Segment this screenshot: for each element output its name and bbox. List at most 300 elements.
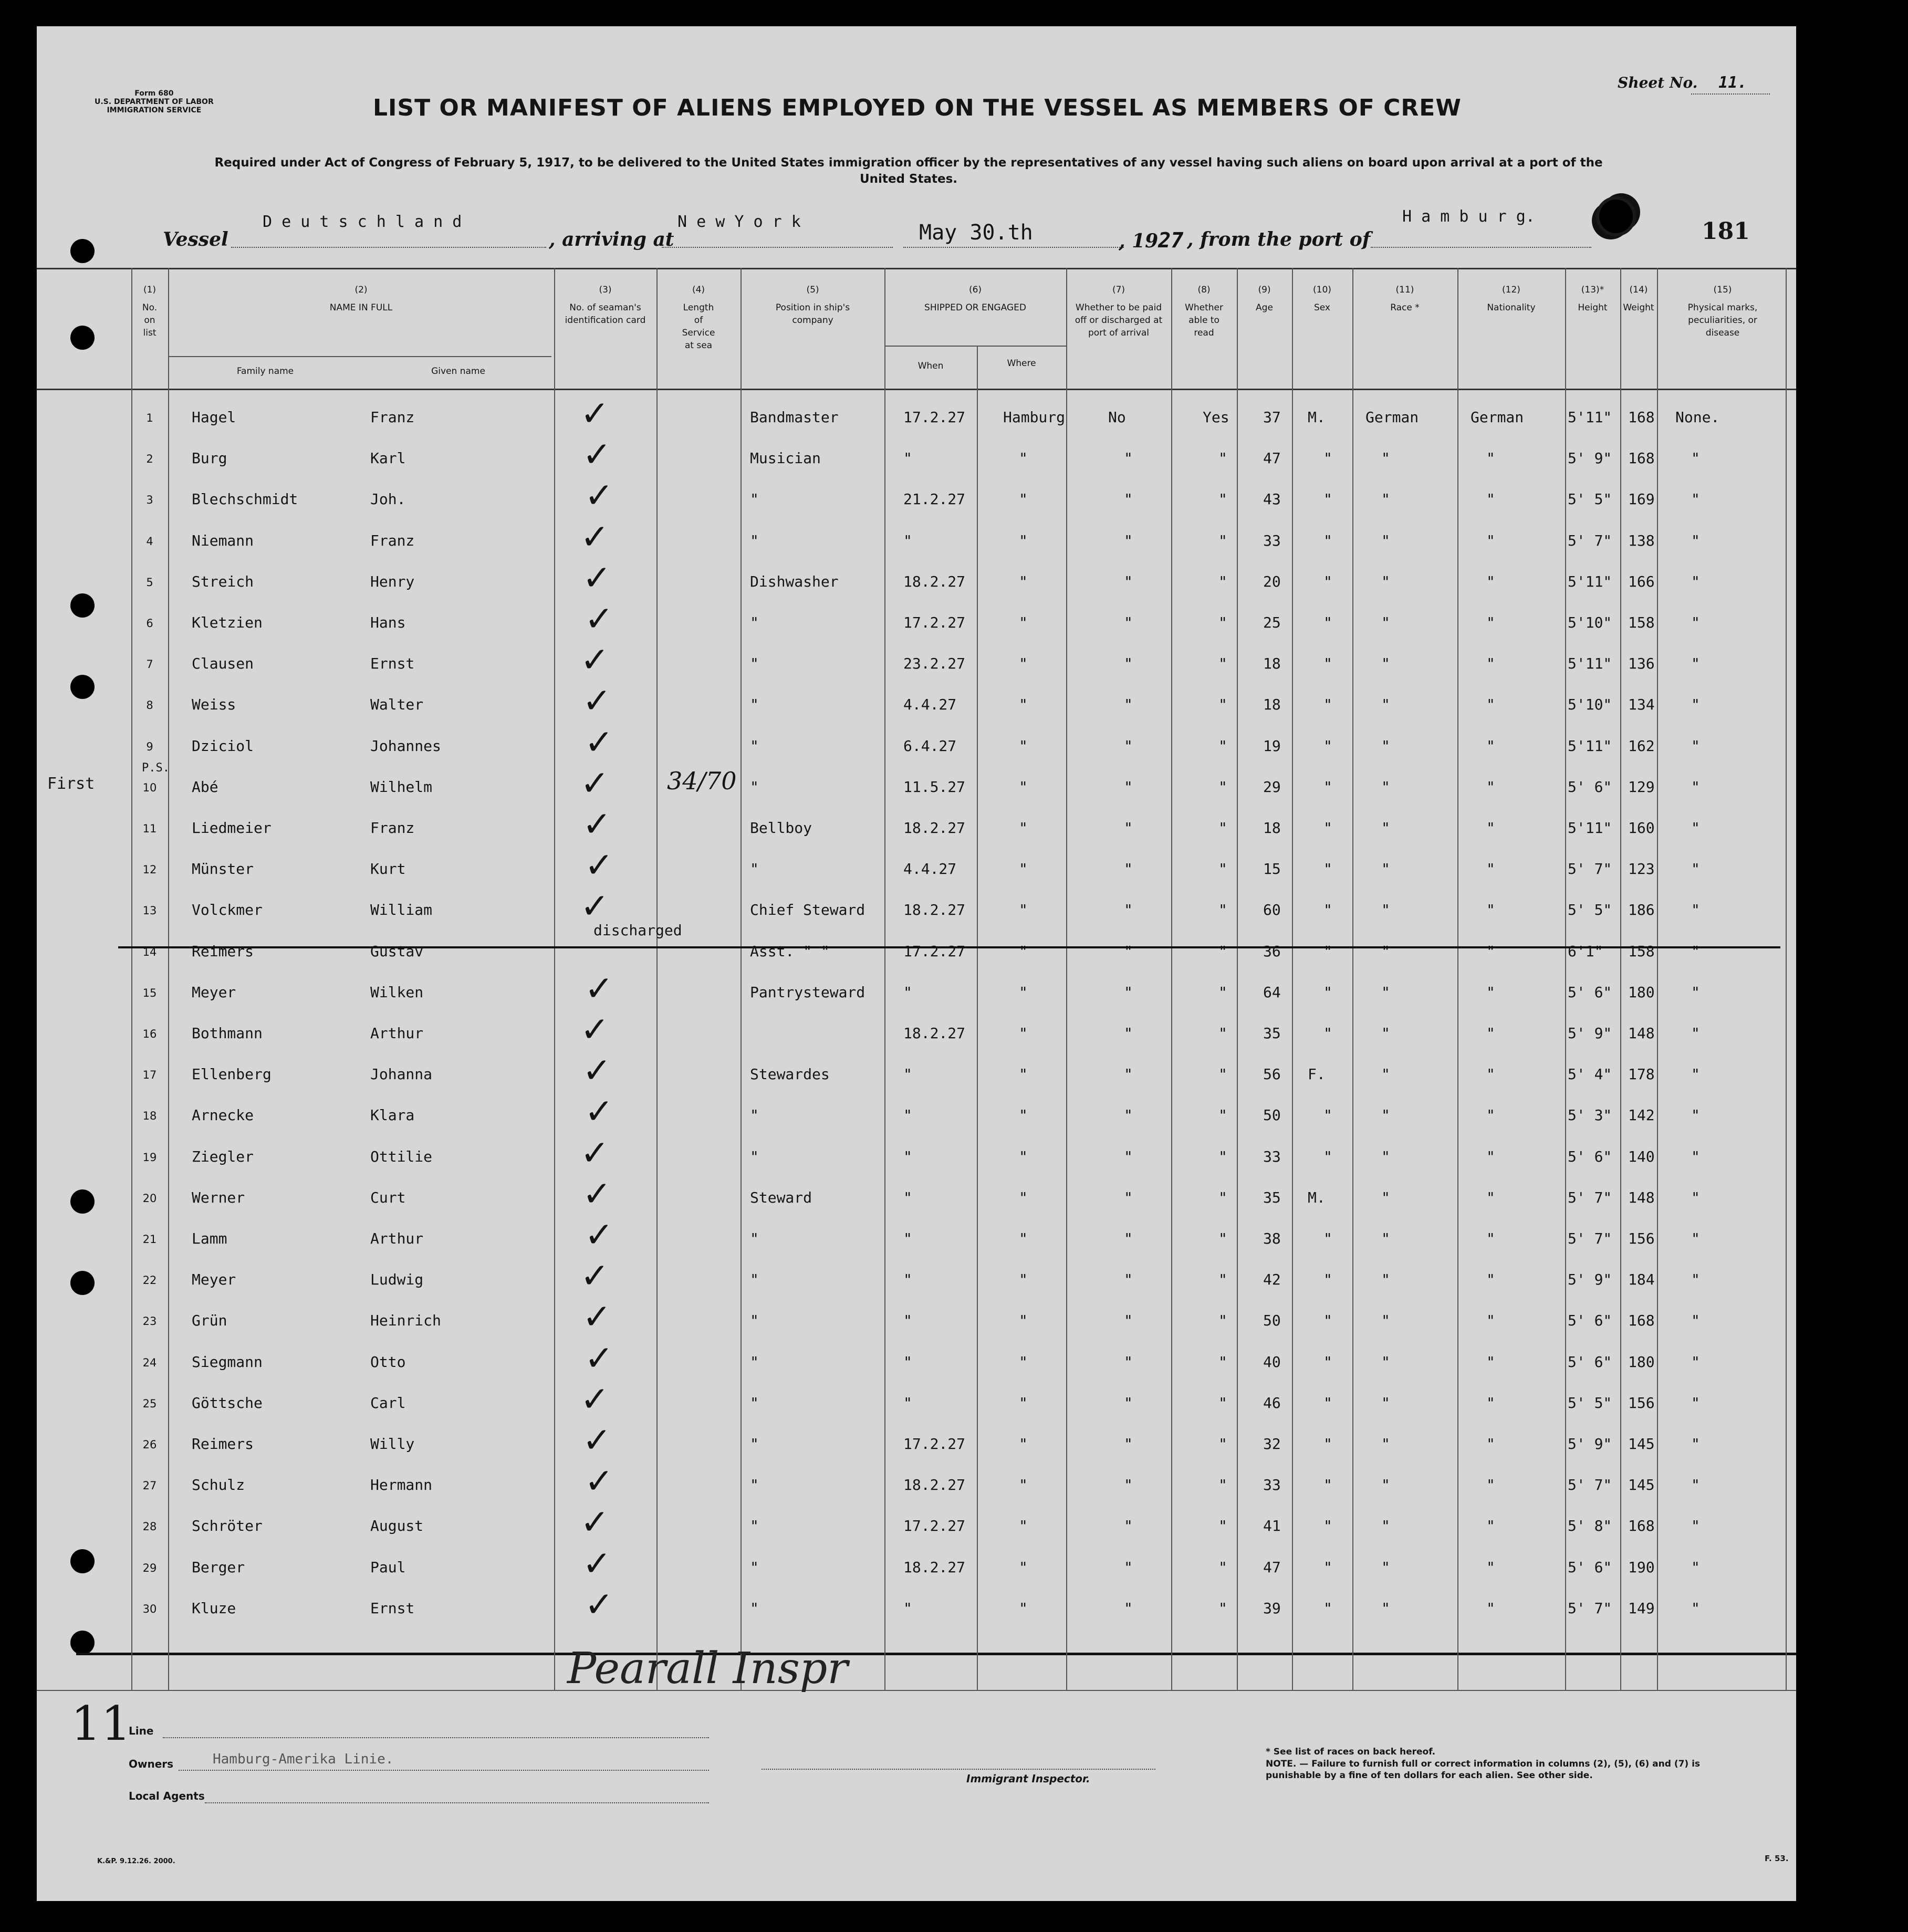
age: 40: [1263, 1353, 1281, 1371]
position: ": [750, 1559, 759, 1576]
physical-marks: ": [1691, 860, 1700, 878]
able-to-read: ": [1218, 573, 1227, 590]
height: 5' 6": [1568, 1353, 1612, 1371]
shipped-when: 11.5.27: [903, 778, 966, 796]
punch-hole: [70, 1631, 95, 1655]
weight: 145: [1628, 1476, 1655, 1494]
given-name: Wilhelm: [370, 778, 433, 796]
nationality: ": [1486, 901, 1495, 918]
position: ": [750, 1230, 759, 1247]
shipped-where: ": [1019, 1476, 1028, 1494]
id-card-check: ✓: [580, 1009, 610, 1050]
family-name: Blechschmidt: [192, 490, 298, 508]
row-number: 30: [142, 1603, 157, 1615]
physical-marks: ": [1691, 943, 1700, 960]
row-number: 14: [142, 946, 157, 958]
weight: 149: [1628, 1600, 1655, 1617]
paid-off: ": [1124, 737, 1133, 755]
position: ": [750, 1271, 759, 1288]
paid-off: ": [1124, 1600, 1133, 1617]
given-name: Wilken: [370, 984, 424, 1001]
sex: ": [1323, 1476, 1332, 1494]
sex: ": [1323, 490, 1332, 508]
id-card-check: ✓: [582, 1543, 612, 1584]
able-to-read: ": [1218, 490, 1227, 508]
nationality: ": [1486, 1189, 1495, 1206]
shipped-where: ": [1019, 1230, 1028, 1247]
height: 5' 7": [1568, 860, 1612, 878]
ink-blot: [1599, 200, 1633, 233]
sex: ": [1323, 1517, 1332, 1534]
physical-marks: ": [1691, 1148, 1700, 1165]
shipped-when: ": [903, 1148, 912, 1165]
paid-off: ": [1124, 614, 1133, 631]
family-name: Abé: [192, 778, 218, 796]
age: 32: [1263, 1435, 1281, 1453]
physical-marks: ": [1691, 532, 1700, 549]
shipped-when: ": [903, 1106, 912, 1124]
shipped-when: ": [903, 1394, 912, 1412]
height: 5' 6": [1568, 1559, 1612, 1576]
physical-marks: ": [1691, 1476, 1700, 1494]
age: 47: [1263, 450, 1281, 467]
id-card-check: ✓: [585, 475, 614, 516]
weight: 129: [1628, 778, 1655, 796]
col-header-family: Family name: [236, 366, 294, 377]
row-number: 9: [146, 740, 153, 753]
age: 19: [1263, 737, 1281, 755]
age: 18: [1263, 696, 1281, 713]
id-card-check: ✓: [585, 1338, 614, 1378]
note-star: * See list of races on back hereof.: [1266, 1747, 1436, 1757]
weight: 168: [1628, 1517, 1655, 1534]
punch-hole: [70, 1189, 95, 1214]
able-to-read: ": [1218, 984, 1227, 1001]
nationality: ": [1486, 1517, 1495, 1534]
paid-off: ": [1124, 696, 1133, 713]
height: 5'11": [1568, 655, 1612, 672]
id-card-check: ✓: [585, 845, 614, 885]
race: ": [1381, 943, 1390, 960]
id-card-check: ✓: [582, 804, 612, 844]
race: ": [1381, 1476, 1390, 1494]
nationality: ": [1486, 778, 1495, 796]
id-card-check: ✓: [585, 1215, 614, 1255]
sex: ": [1323, 1271, 1332, 1288]
id-card-check: ✓: [582, 434, 612, 475]
shipped-where: ": [1019, 1435, 1028, 1453]
row-number: 20: [142, 1192, 157, 1205]
paid-off: ": [1124, 901, 1133, 918]
weight: 138: [1628, 532, 1655, 549]
height: 6'1": [1568, 943, 1603, 960]
age: 18: [1263, 655, 1281, 672]
weight: 123: [1628, 860, 1655, 878]
race: ": [1381, 1106, 1390, 1124]
given-name: Ottilie: [370, 1148, 433, 1165]
able-to-read: ": [1218, 1394, 1227, 1412]
height: 5' 7": [1568, 1189, 1612, 1206]
able-to-read: ": [1218, 1106, 1227, 1124]
row-number: 24: [142, 1356, 157, 1369]
given-name: Otto: [370, 1353, 406, 1371]
family-name: Meyer: [192, 984, 236, 1001]
given-name: Carl: [370, 1394, 406, 1412]
family-name: Hagel: [192, 409, 236, 426]
shipped-when: ": [903, 450, 912, 467]
race: ": [1381, 1066, 1390, 1083]
physical-marks: ": [1691, 1189, 1700, 1206]
weight: 184: [1628, 1271, 1655, 1288]
age: 50: [1263, 1312, 1281, 1329]
shipped-when: 17.2.27: [903, 943, 966, 960]
age: 37: [1263, 409, 1281, 426]
col-header-when: When: [917, 361, 944, 371]
age: 46: [1263, 1394, 1281, 1412]
row-number: 23: [142, 1315, 157, 1328]
family-name: Volckmer: [192, 901, 263, 918]
able-to-read: ": [1218, 1353, 1227, 1371]
nationality: ": [1486, 1106, 1495, 1124]
nationality: ": [1486, 984, 1495, 1001]
height: 5' 8": [1568, 1517, 1612, 1534]
height: 5'11": [1568, 409, 1612, 426]
shipped-where: ": [1019, 1025, 1028, 1042]
given-name: Karl: [370, 450, 406, 467]
shipped-when: 6.4.27: [903, 737, 957, 755]
position: ": [750, 1600, 759, 1617]
given-name: Paul: [370, 1559, 406, 1576]
row-number: 7: [146, 658, 153, 671]
family-name: Kluze: [192, 1600, 236, 1617]
shipped-where: ": [1019, 1189, 1028, 1206]
given-name: Walter: [370, 696, 424, 713]
position: ": [750, 1517, 759, 1534]
id-card-check: ✓: [582, 1297, 612, 1337]
physical-marks: ": [1691, 1230, 1700, 1247]
nationality: ": [1486, 1600, 1495, 1617]
given-name: Heinrich: [370, 1312, 441, 1329]
weight: 168: [1628, 450, 1655, 467]
row-number: 4: [146, 535, 153, 548]
weight: 168: [1628, 409, 1655, 426]
col-header-position: (5) Position in ship's company: [775, 285, 850, 326]
id-card-check: ✓: [580, 393, 610, 434]
position: ": [750, 1312, 759, 1329]
nationality: ": [1486, 860, 1495, 878]
physical-marks: ": [1691, 1600, 1700, 1617]
arrival-date: May 30.th: [919, 221, 1033, 245]
able-to-read: ": [1218, 1476, 1227, 1494]
paid-off: ": [1124, 490, 1133, 508]
height: 5' 9": [1568, 450, 1612, 467]
nationality: ": [1486, 1025, 1495, 1042]
family-name: Reimers: [192, 943, 254, 960]
race: ": [1381, 1600, 1390, 1617]
given-name: Franz: [370, 532, 415, 549]
height: 5' 5": [1568, 1394, 1612, 1412]
col-header-race: (11) Race *: [1390, 285, 1420, 313]
paid-off: ": [1124, 1230, 1133, 1247]
height: 5' 9": [1568, 1435, 1612, 1453]
owners-label: Owners: [129, 1758, 174, 1770]
col-header-given: Given name: [431, 366, 485, 377]
weight: 158: [1628, 614, 1655, 631]
strike-line: [118, 946, 1780, 948]
height: 5' 4": [1568, 1066, 1612, 1083]
form-code: F. 53.: [1765, 1854, 1789, 1863]
nationality: German: [1471, 409, 1524, 426]
family-name: Weiss: [192, 696, 236, 713]
race: ": [1381, 1559, 1390, 1576]
sex: ": [1323, 1312, 1332, 1329]
position: Asst. " ": [750, 943, 830, 960]
row-number: 16: [142, 1028, 157, 1040]
position: Stewardes: [750, 1066, 830, 1083]
year: , 1927: [1119, 228, 1184, 253]
paid-off: ": [1124, 1189, 1133, 1206]
sex: M.: [1308, 409, 1326, 426]
sex: ": [1323, 1025, 1332, 1042]
paid-off: ": [1124, 1476, 1133, 1494]
height: 5' 9": [1568, 1271, 1612, 1288]
nationality: ": [1486, 1066, 1495, 1083]
row-number: 11: [142, 822, 157, 835]
shipped-where: ": [1019, 984, 1028, 1001]
physical-marks: ": [1691, 1394, 1700, 1412]
weight: 166: [1628, 573, 1655, 590]
shipped-when: ": [903, 1230, 912, 1247]
height: 5' 7": [1568, 532, 1612, 549]
nationality: ": [1486, 737, 1495, 755]
col-header-no: (1) No. on list: [142, 285, 158, 338]
sex: ": [1323, 984, 1332, 1001]
position: ": [750, 737, 759, 755]
able-to-read: ": [1218, 1517, 1227, 1534]
shipped-when: ": [903, 1066, 912, 1083]
paid-off: ": [1124, 532, 1133, 549]
family-name: Grün: [192, 1312, 227, 1329]
height: 5' 3": [1568, 1106, 1612, 1124]
able-to-read: ": [1218, 1066, 1227, 1083]
race: ": [1381, 778, 1390, 796]
weight: 160: [1628, 819, 1655, 837]
shipped-where: ": [1019, 819, 1028, 837]
from-port-label: , from the port of: [1187, 228, 1371, 250]
id-card-check: ✓: [580, 1256, 610, 1296]
race: ": [1381, 1025, 1390, 1042]
row-number: 12: [142, 863, 157, 876]
shipped-where: ": [1019, 1559, 1028, 1576]
shipped-where: ": [1019, 450, 1028, 467]
nationality: ": [1486, 490, 1495, 508]
paid-off: ": [1124, 1066, 1133, 1083]
physical-marks: ": [1691, 1066, 1700, 1083]
age: 60: [1263, 901, 1281, 918]
physical-marks: ": [1691, 573, 1700, 590]
sex: ": [1323, 1394, 1332, 1412]
paid-off: ": [1124, 984, 1133, 1001]
row-number: 1: [146, 412, 153, 424]
nationality: ": [1486, 655, 1495, 672]
agents-label: Local Agents: [129, 1790, 205, 1802]
given-name: Hermann: [370, 1476, 433, 1494]
family-name: Münster: [192, 860, 254, 878]
nationality: ": [1486, 1148, 1495, 1165]
height: 5' 5": [1568, 901, 1612, 918]
paid-off: ": [1124, 1106, 1133, 1124]
col-header-sex: (10) Sex: [1313, 285, 1331, 313]
shipped-where: ": [1019, 737, 1028, 755]
nationality: ": [1486, 573, 1495, 590]
race: ": [1381, 532, 1390, 549]
row-number: 28: [142, 1520, 157, 1533]
sex: ": [1323, 450, 1332, 467]
id-card-check: ✓: [580, 886, 610, 926]
id-card-check: ✓: [580, 1502, 610, 1542]
col-header-card: (3) No. of seaman's identification card: [565, 285, 646, 326]
race: German: [1365, 409, 1419, 426]
shipped-where: Hamburg: [1003, 409, 1066, 426]
sex: ": [1323, 1106, 1332, 1124]
given-name: Kurt: [370, 860, 406, 878]
given-name: Ernst: [370, 1600, 415, 1617]
row-number: 29: [142, 1562, 157, 1574]
given-name: Johannes: [370, 737, 441, 755]
col-header-weight: (14) Weight: [1623, 285, 1654, 313]
able-to-read: ": [1218, 1600, 1227, 1617]
row-number: 19: [142, 1151, 157, 1164]
id-card-check: ✓: [580, 1133, 610, 1173]
position: ": [750, 860, 759, 878]
nationality: ": [1486, 1435, 1495, 1453]
shipped-when: ": [903, 1271, 912, 1288]
sex: ": [1323, 1148, 1332, 1165]
sex: ": [1323, 1559, 1332, 1576]
able-to-read: ": [1218, 901, 1227, 918]
given-name: Arthur: [370, 1230, 424, 1247]
paid-off: ": [1124, 655, 1133, 672]
left-mark: 11: [71, 1696, 131, 1751]
punch-hole: [70, 675, 95, 699]
height: 5'11": [1568, 819, 1612, 837]
given-name: Henry: [370, 573, 415, 590]
family-name: Burg: [192, 450, 227, 467]
physical-marks: ": [1691, 984, 1700, 1001]
race: ": [1381, 614, 1390, 631]
nationality: ": [1486, 1230, 1495, 1247]
given-name: Klara: [370, 1106, 415, 1124]
age: 33: [1263, 1148, 1281, 1165]
arrival-port: N e w Y o r k: [677, 213, 801, 231]
position: ": [750, 1106, 759, 1124]
able-to-read: ": [1218, 819, 1227, 837]
sex: ": [1323, 943, 1332, 960]
nationality: ": [1486, 450, 1495, 467]
physical-marks: ": [1691, 1517, 1700, 1534]
line-label: Line: [129, 1725, 154, 1737]
height: 5' 7": [1568, 1600, 1612, 1617]
position: Bandmaster: [750, 409, 839, 426]
row-number: 26: [142, 1438, 157, 1451]
id-card-check: ✓: [582, 1050, 612, 1091]
id-card-check: ✓: [580, 640, 610, 680]
able-to-read: ": [1218, 737, 1227, 755]
position: Dishwasher: [750, 573, 839, 590]
position: ": [750, 1435, 759, 1453]
shipped-when: ": [903, 1600, 912, 1617]
sex: ": [1323, 573, 1332, 590]
shipped-when: 17.2.27: [903, 1435, 966, 1453]
shipped-when: ": [903, 532, 912, 549]
race: ": [1381, 1148, 1390, 1165]
weight: 180: [1628, 984, 1655, 1001]
physical-marks: ": [1691, 1106, 1700, 1124]
able-to-read: Yes: [1203, 409, 1229, 426]
physical-marks: ": [1691, 1435, 1700, 1453]
printer-code: K.&P. 9.12.26. 2000.: [97, 1857, 175, 1865]
nationality: ": [1486, 532, 1495, 549]
height: 5'10": [1568, 696, 1612, 713]
punch-hole: [70, 239, 95, 263]
family-name: Streich: [192, 573, 254, 590]
physical-marks: ": [1691, 450, 1700, 467]
family-name: Ziegler: [192, 1148, 254, 1165]
shipped-when: 17.2.27: [903, 614, 966, 631]
id-card-check: ✓: [582, 558, 612, 598]
physical-marks: ": [1691, 1025, 1700, 1042]
row-number: 13: [142, 904, 157, 917]
age: 56: [1263, 1066, 1281, 1083]
family-name: Dziciol: [192, 737, 254, 755]
able-to-read: ": [1218, 614, 1227, 631]
sex: ": [1323, 614, 1332, 631]
id-card-check: ✓: [585, 968, 614, 1009]
able-to-read: ": [1218, 1025, 1227, 1042]
row-number: 3: [146, 494, 153, 506]
paid-off: ": [1124, 778, 1133, 796]
able-to-read: ": [1218, 1559, 1227, 1576]
given-name: Willy: [370, 1435, 415, 1453]
paid-off: ": [1124, 943, 1133, 960]
height: 5' 6": [1568, 1148, 1612, 1165]
paid-off: ": [1124, 1435, 1133, 1453]
paid-off: ": [1124, 1517, 1133, 1534]
sex: ": [1323, 1353, 1332, 1371]
sheet-number: Sheet No. 11.: [1618, 74, 1747, 92]
race: ": [1381, 819, 1390, 837]
age: 41: [1263, 1517, 1281, 1534]
col-header-marks: (15) Physical marks, peculiarities, or disease: [1687, 285, 1758, 338]
nationality: ": [1486, 1559, 1495, 1576]
shipped-where: ": [1019, 1271, 1028, 1288]
family-name: Schröter: [192, 1517, 263, 1534]
id-card-check: ✓: [582, 681, 612, 721]
race: ": [1381, 1517, 1390, 1534]
sex: ": [1323, 532, 1332, 549]
id-card-check: ✓: [582, 1174, 612, 1214]
id-card-check: ✓: [585, 1461, 614, 1501]
page-subtitle: Required under Act of Congress of February 5, 1917, to be delivered to the United States immigration officer by the representatives of any vessel having such aliens on board upon arrival at a port of the United States.: [214, 156, 1603, 186]
age: 43: [1263, 490, 1281, 508]
paid-off: ": [1124, 450, 1133, 467]
id-card-check: ✓: [580, 517, 610, 557]
note-text: NOTE. — Failure to furnish full or correct information in columns (2), (5), (6) and (7) is punishable by a fine of ten dollars for each alien. See other side.: [1266, 1759, 1701, 1781]
physical-marks: ": [1691, 737, 1700, 755]
shipped-when: 18.2.27: [903, 901, 966, 918]
race: ": [1381, 1312, 1390, 1329]
race: ": [1381, 1394, 1390, 1412]
